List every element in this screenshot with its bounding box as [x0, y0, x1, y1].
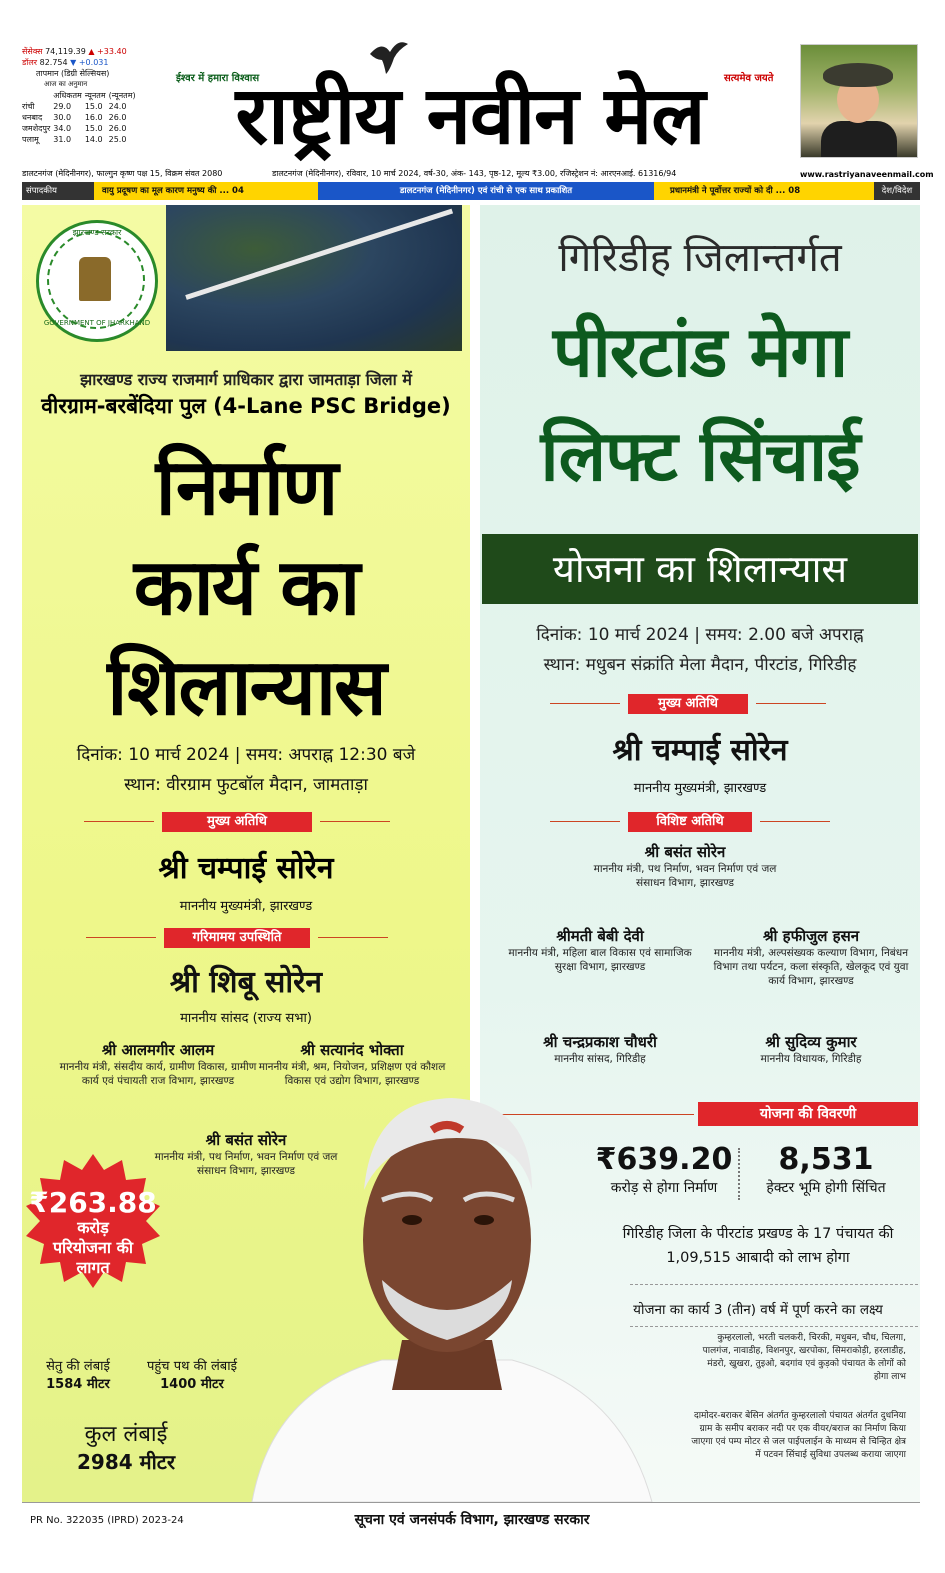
- temp-min: 15.0: [84, 102, 103, 111]
- divider: [22, 1502, 920, 1503]
- temp-min: 16.0: [84, 113, 103, 122]
- approach-length-value: 1400 मीटर: [160, 1377, 224, 1392]
- temp-header: अधिकतम: [53, 91, 82, 100]
- temp-max: 29.0: [53, 102, 72, 111]
- area-stat-label: हेक्टर भूमि होगी सिंचित: [766, 1180, 886, 1196]
- guest-name: श्री आलमगीर आलम: [101, 1041, 215, 1059]
- cost-burst: [24, 1188, 162, 1278]
- table-row: [22, 101, 139, 112]
- temp-max: 30.0: [53, 113, 72, 122]
- total-length: [36, 1418, 216, 1475]
- nav-world[interactable]: देश/विदेश: [874, 182, 920, 200]
- bridge-length-value: 1584 मीटर: [46, 1377, 110, 1392]
- temp-max: 34.0: [53, 124, 72, 133]
- table-row: [22, 134, 139, 145]
- headline-line: निर्माण: [155, 443, 337, 533]
- jharkhand-seal: [36, 220, 158, 342]
- guest-card: [706, 926, 916, 988]
- table-row: [22, 112, 139, 123]
- guest-desc: माननीय सांसद, गिरिडीह: [554, 1053, 646, 1065]
- left-date-time: दिनांक: 10 मार्च 2024 | समय: अपराह्न 12:30 बजे: [76, 745, 416, 765]
- area-stat: [746, 1142, 906, 1197]
- tagline-right: सत्यमेव जयते: [724, 73, 774, 84]
- temp-prev: 24.0: [108, 102, 127, 111]
- bridge-aerial-image: [166, 205, 462, 351]
- headline-line: कार्य का: [133, 543, 359, 633]
- nav-editorial[interactable]: संपादकीय: [22, 182, 94, 200]
- bridge-length-label: सेतु की लंबाई: [46, 1359, 110, 1374]
- temp-prev: 26.0: [108, 113, 127, 122]
- approach-length-label: पहुंच पथ की लंबाई: [147, 1359, 237, 1374]
- temperature-label: तापमान (डिग्री सेल्सियस): [36, 69, 110, 78]
- sensex-label: सेंसेक्स: [22, 47, 43, 56]
- temp-city: जमशेदपुर: [22, 124, 51, 133]
- divider: [630, 1326, 918, 1328]
- guest-name: श्री सत्यानंद भोक्ता: [300, 1041, 404, 1059]
- cost-unit: करोड़: [77, 1218, 109, 1237]
- left-venue: स्थान: वीरग्राम फुटबॉल मैदान, जामताड़ा: [124, 775, 368, 795]
- dollar-value: 82.754: [39, 58, 68, 67]
- temp-city: पलामू: [22, 135, 39, 144]
- right-headline: [480, 300, 920, 508]
- temp-max: 31.0: [53, 135, 72, 144]
- temp-city: धनबाद: [22, 113, 43, 122]
- right-chief-guest-desc: माननीय मुख्यमंत्री, झारखण्ड: [633, 781, 767, 796]
- story-navbar: [22, 182, 920, 200]
- goal-text: योजना का कार्य 3 (तीन) वर्ष में पूर्ण करने का लक्ष्य: [633, 1302, 883, 1318]
- presence-name: श्री शिबू सोरेन: [169, 965, 323, 1000]
- guest-name: श्री चन्द्रप्रकाश चौधरी: [543, 1033, 657, 1051]
- dateline-center: डालटनगंज (मेदिनीनगर), रविवार, 10 मार्च 2024, वर्ष-30, अंक- 143, पृष्ठ-12, मूल्य ₹3.00, रजिस्ट्रेशन नं: आरएनआई. 61316/94: [272, 169, 677, 178]
- divider: [738, 1148, 741, 1200]
- headline-line: लिफ्ट सिंचाई: [540, 415, 860, 497]
- guest-desc: माननीय विधायक, गिरिडीह: [760, 1053, 862, 1065]
- left-headline: [22, 438, 470, 738]
- presence-desc: माननीय सांसद (राज्य सभा): [180, 1011, 312, 1026]
- temp-header: (न्यूनतम): [108, 91, 136, 100]
- right-date-time: दिनांक: 10 मार्च 2024 | समय: 2.00 बजे अपराह्न: [536, 625, 864, 645]
- temp-min: 14.0: [84, 135, 103, 144]
- guest-desc: माननीय मंत्री, अल्पसंख्यक कल्याण विभाग, निबंधन विभाग तथा पर्यटन, कला संस्कृति, खेलकूद एवं युवा कार्य विभाग, झारखण्ड: [713, 947, 909, 987]
- pr-number: PR No. 322035 (IPRD) 2023-24: [30, 1515, 184, 1526]
- seal-bottom-text: GOVERNMENT OF JHARKHAND: [43, 319, 151, 327]
- nav-edition-banner: डालटनगंज (मेदिनीनगर) एवं रांची से एक साथ प्रकाशित: [318, 182, 654, 200]
- guest-desc: माननीय मंत्री, पथ निर्माण, भवन निर्माण एवं जल संसाधन विभाग, झारखण्ड: [593, 863, 777, 889]
- masthead-photo: [800, 44, 918, 158]
- temperature-table: [22, 90, 139, 145]
- foundation-bar: योजना का शिलान्यास: [482, 534, 918, 604]
- left-chief-guest: श्री चम्पाई सोरेन: [158, 851, 334, 886]
- guest-name: श्री बसंत सोरेन: [644, 843, 726, 861]
- guest-card: [500, 926, 700, 974]
- cost-stat-value: ₹639.20: [595, 1142, 733, 1177]
- guest-name: श्री सुदिव्य कुमार: [765, 1033, 857, 1051]
- left-subtitle: झारखण्ड राज्य राजमार्ग प्राधिकार द्वारा जामताड़ा जिला में: [80, 370, 412, 389]
- guest-card: [58, 1040, 258, 1088]
- guest-desc: माननीय मंत्री, श्रम, नियोजन, प्रशिक्षण एवं कौशल विकास एवं उद्योग विभाग, झारखण्ड: [258, 1061, 446, 1087]
- left-chief-guest-desc: माननीय मुख्यमंत्री, झारखण्ड: [179, 899, 313, 914]
- cost-text: परियोजना की: [52, 1238, 134, 1257]
- guest-card: [500, 1032, 700, 1066]
- guest-name: श्री हफीजुल हसन: [762, 927, 860, 945]
- benefit-text: गिरिडीह जिला के पीरटांड प्रखण्ड के 17 पंचायत की 1,09,515 आबादी को लाभ होगा: [622, 1226, 894, 1266]
- details-ribbon: योजना की विवरणी: [698, 1102, 918, 1126]
- headline-line: पीरटांड मेगा: [552, 311, 848, 393]
- sensex-change: ▲ +33.40: [88, 47, 127, 56]
- guest-name: श्रीमती बेबी देवी: [556, 927, 644, 945]
- website-link[interactable]: www.rastriyanaveenmail.com: [800, 170, 934, 179]
- presence-ribbon: गरिमामय उपस्थिति: [164, 928, 310, 948]
- guest-name: श्री बसंत सोरेन: [205, 1131, 287, 1149]
- temp-prev: 25.0: [108, 135, 127, 144]
- bridge-name: वीरग्राम-बरबेंदिया पुल (4-Lane PSC Bridge): [41, 394, 451, 418]
- cost-stat-label: करोड़ से होगा निर्माण: [610, 1180, 718, 1196]
- area-stat-value: 8,531: [778, 1142, 874, 1177]
- guest-desc: माननीय मंत्री, संसदीय कार्य, ग्रामीण विकास, ग्रामीण कार्य एवं पंचायती राज विभाग, झारखण्ड: [59, 1061, 257, 1087]
- guest-desc: माननीय मंत्री, पथ निर्माण, भवन निर्माण एवं जल संसाधन विभाग, झारखण्ड: [154, 1151, 338, 1177]
- temp-min: 15.0: [84, 124, 103, 133]
- total-length-label: कुल लंबाई: [84, 1422, 168, 1447]
- right-chief-guest: श्री चम्पाई सोरेन: [612, 733, 788, 768]
- guest-card: [590, 842, 780, 890]
- emblem-icon: [79, 257, 111, 301]
- seal-top-text: झारखण्ड सरकार: [72, 228, 122, 237]
- cost-value: ₹263.88: [29, 1186, 157, 1219]
- temp-prev: 26.0: [108, 124, 127, 133]
- right-district-title: गिरिडीह जिलान्तर्गत: [558, 235, 842, 281]
- nav-story-pm[interactable]: प्रधानमंत्री ने पूर्वोत्तर राज्यों को दी ... 08: [670, 186, 801, 196]
- temperature-sub: आज का अनुमान: [44, 80, 88, 88]
- special-guest-ribbon: विशिष्ट अतिथि: [628, 812, 752, 832]
- bridge-length: [28, 1356, 128, 1392]
- guest-card: [706, 1032, 916, 1066]
- sensex-value: 74,119.39: [45, 47, 86, 56]
- dateline-left: डालटनगंज (मेदिनीनगर), फाल्गुन कृष्ण पक्ष 15, विक्रम संवत 2080: [22, 169, 223, 178]
- table-row: [22, 123, 139, 134]
- department-credit: सूचना एवं जनसंपर्क विभाग, झारखण्ड सरकार: [354, 1512, 590, 1528]
- nav-story-pollution[interactable]: वायु प्रदूषण का मूल कारण मनुष्य की ... 04: [102, 186, 244, 196]
- tagline-left: ईश्वर में हमारा विश्वास: [176, 73, 260, 84]
- headline-line: शिलान्यास: [107, 643, 385, 733]
- temp-header: न्यूनतम: [84, 91, 106, 100]
- villages-text: कुम्हरलालो, भरती चलकरी, चिरकी, मधुबन, चौध, चिलगा, पालगंज, नावाडीह, विशनपुर, खरपोका, सिमराकोड़ी, हरलाडीह, मंडरो, खुखरा, तुइओ, बदगांव एवं कुड़को पंचायत के लोगों को होगा लाभ: [702, 1333, 906, 1382]
- cost-text: लागत: [76, 1258, 110, 1277]
- guest-card: [252, 1040, 452, 1088]
- chief-minister-portrait: [232, 1090, 662, 1502]
- total-length-value: 2984 मीटर: [76, 1450, 176, 1474]
- divider: [630, 1284, 918, 1286]
- dollar-label: डॉलर: [22, 58, 38, 67]
- newspaper-title[interactable]: राष्ट्रीय नवीन मेल: [235, 69, 705, 162]
- scheme-detail-text: दामोदर-बराकर बेसिन अंतर्गत कुम्हरलालो पंचायत अंतर्गत दुधनिया ग्राम के समीप बराकर नदी पर एक वीयर/बराज का निर्माण किया जाएगा एवं पम्प मोटर से जल पाईपलाईन के माध्यम से चिन्हित क्षेत्र में पटवन सिंचाई सुविधा उपलब्ध कराया जाएगा: [691, 1411, 906, 1460]
- temp-city: रांची: [22, 102, 35, 111]
- dollar-change: ▼ +0.031: [70, 58, 109, 67]
- market-ticker: [22, 46, 157, 145]
- right-venue: स्थान: मधुबन संक्रांति मेला मैदान, पीरटांड, गिरिडीह: [543, 655, 857, 675]
- dateline: [22, 168, 922, 179]
- guest-desc: माननीय मंत्री, महिला बाल विकास एवं सामाजिक सुरक्षा विभाग, झारखण्ड: [508, 947, 692, 973]
- chief-guest-ribbon: मुख्य अतिथि: [628, 694, 748, 714]
- chief-guest-ribbon: मुख्य अतिथि: [162, 812, 312, 832]
